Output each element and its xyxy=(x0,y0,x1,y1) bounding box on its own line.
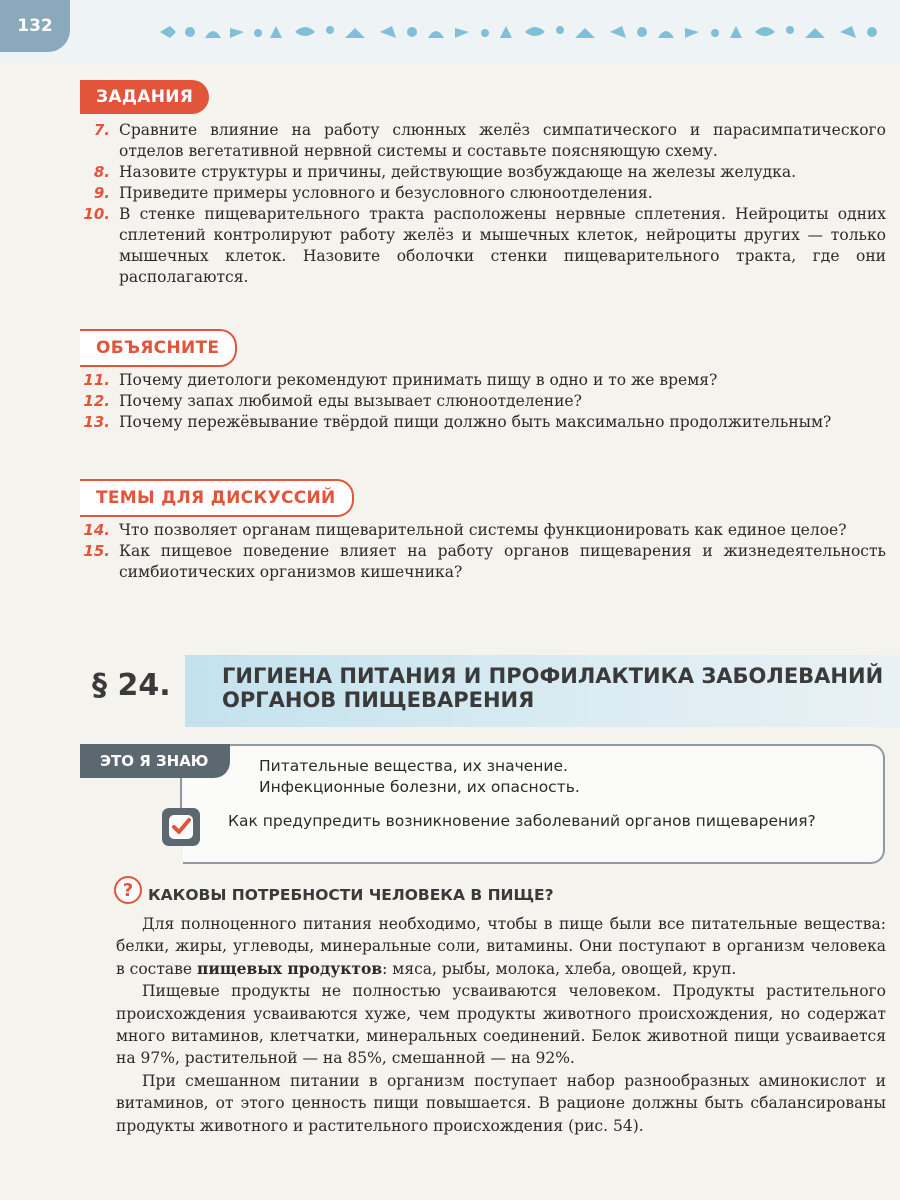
body-paragraph-3: При смешанном питании в организм поступает набор разнообразных аминокислот и витаминов, от этого ценность пищи повышается. В рационе должны быть сбалансированы продукты животного и растительного происхождения (рис. 54). xyxy=(116,1071,886,1135)
paragraph-title: ГИГИЕНА ПИТАНИЯ И ПРОФИЛАКТИКА ЗАБОЛЕВАНИЙ ОРГАНОВ ПИЩЕВАРЕНИЯ xyxy=(222,664,884,712)
explain-label: ОБЪЯСНИТЕ xyxy=(80,329,237,367)
explain-list xyxy=(83,370,886,433)
list-item: 10. В стенке пищеварительного тракта расположены нервные сплетения. Нейроциты одних сплетений контролируют работу желёз и мышечных клеток, нейроциты других — только мышечных клеток. Назовите оболочки стенки пищеварительного тракта, где они располагаются. xyxy=(83,205,886,286)
animal-silhouettes-decoration xyxy=(160,20,890,44)
know-line-2: Инфекционные болезни, их опасность. xyxy=(259,778,580,796)
checkmark-icon xyxy=(162,808,200,846)
list-item: 12. Почему запах любимой еды вызывает слюноотделение? xyxy=(83,392,582,410)
body-paragraph-1: Для полноценного питания необходимо, чтобы в пище были все питательные вещества: белки, жиры, углеводы, минеральные соли, витамины. Они поступают в организм человека в составе пищевых продуктов: мяса, рыбы, молока, хлеба, овощей, круп. xyxy=(116,915,886,978)
body-text xyxy=(116,913,886,1137)
tasks-label: ЗАДАНИЯ xyxy=(80,80,209,114)
list-item: 8. Назовите структуры и причины, действующие возбуждающе на железы желудка. xyxy=(93,163,797,181)
list-item: 13. Почему пережёвывание твёрдой пищи должно быть максимально продолжительным? xyxy=(83,413,832,431)
know-connector xyxy=(180,778,182,808)
tasks-list xyxy=(83,120,886,288)
list-item: 9. Приведите примеры условного и безусловного слюноотделения. xyxy=(93,184,653,202)
discussion-label: ТЕМЫ ДЛЯ ДИСКУССИЙ xyxy=(80,479,354,517)
know-line-1: Питательные вещества, их значение. xyxy=(259,757,568,775)
list-item: 15. Как пищевое поведение влияет на работу органов пищеварения и жизнедеятельность симбиотических организмов кишечника? xyxy=(83,542,886,581)
list-item: 11. Почему диетологи рекомендуют принимать пищу в одно и то же время? xyxy=(83,371,718,389)
know-label: ЭТО Я ЗНАЮ xyxy=(80,744,230,778)
question-heading: КАКОВЫ ПОТРЕБНОСТИ ЧЕЛОВЕКА В ПИЩЕ? xyxy=(148,886,554,904)
question-icon: ? xyxy=(114,876,142,904)
body-paragraph-2: Пищевые продукты не полностью усваиваются человеком. Продукты растительного происхождения усваиваются хуже, чем продукты животного происхождения, но содержат много витаминов, клетчатки, минеральных соединений. Белок животной пищи усваивается на 97%, растительной — на 85%, смешанной — на 92%. xyxy=(116,982,886,1068)
list-item: 7. Сравните влияние на работу слюнных желёз симпатического и парасимпатического отделов вегетативной нервной системы и составьте поясняющую схему. xyxy=(93,121,886,160)
know-question: Как предупредить возникновение заболеваний органов пищеварения? xyxy=(228,812,816,830)
list-item: 14. Что позволяет органам пищеварительной системы функционировать как единое целое? xyxy=(83,521,847,539)
paragraph-number: § 24. xyxy=(92,668,171,703)
page-number: 132 xyxy=(0,0,70,52)
discussion-list xyxy=(83,520,886,583)
